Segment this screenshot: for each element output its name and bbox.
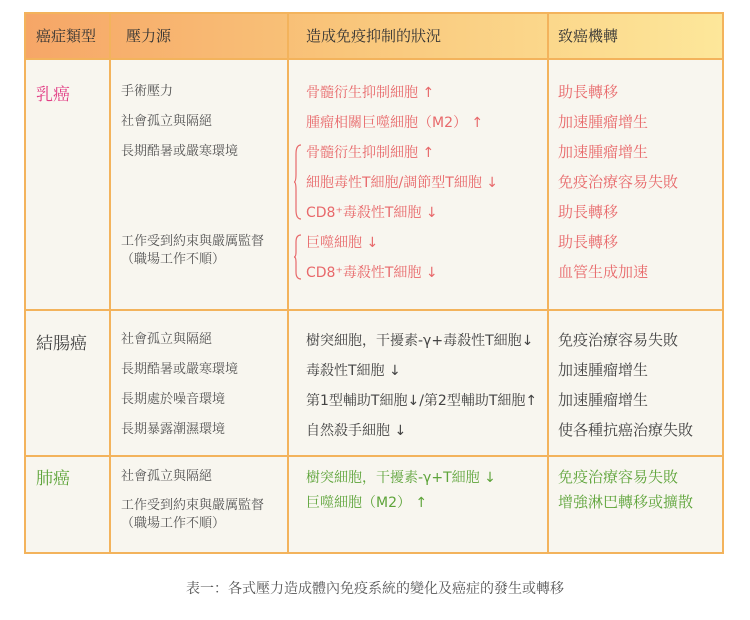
cancer-breast: 乳癌 (36, 85, 70, 105)
mechanism-item: 助長轉移 (558, 83, 619, 101)
stressor-item: 社會孤立與隔絕 (121, 114, 213, 129)
immune-item: 樹突細胞，干擾素-γ+毒殺性T細胞↓ (306, 333, 534, 349)
immune-item: CD8⁺毒殺性T細胞 ↓ (306, 205, 438, 221)
brace-icon (294, 144, 302, 220)
immune-item: 細胞毒性T細胞/調節型T細胞 ↓ (306, 175, 499, 191)
mechanism-item: 使各種抗癌治療失敗 (558, 421, 694, 439)
immune-item: 樹突細胞，干擾素-γ+T細胞 ↓ (306, 470, 496, 486)
immune-item: CD8⁺毒殺性T細胞 ↓ (306, 265, 438, 281)
stressor-item: 社會孤立與隔絕 (121, 469, 213, 484)
header-cancer-type: 癌症類型 (36, 27, 97, 45)
mechanism-item: 加速腫瘤增生 (558, 391, 649, 409)
mechanism-item: 血管生成加速 (558, 263, 649, 281)
stressor-item: 長期酷暑或嚴寒環境 (121, 144, 239, 159)
stressor-item: 社會孤立與隔絕 (121, 332, 213, 347)
mechanism-item: 免疫治療容易失敗 (558, 331, 679, 349)
header-immune-state: 造成免疫抑制的狀況 (306, 27, 442, 45)
stressor-item: （職場工作不順） (121, 516, 226, 531)
immune-item: 毒殺性T細胞 ↓ (306, 363, 401, 379)
mechanism-item: 加速腫瘤增生 (558, 143, 649, 161)
immune-item: 骨髓衍生抑制細胞 ↑ (306, 145, 435, 161)
column-divider (547, 14, 549, 552)
row-divider (26, 455, 722, 457)
stressor-item: 工作受到約束與嚴厲監督 (121, 234, 265, 249)
cancer-colon: 結腸癌 (36, 334, 87, 354)
brace-icon (294, 234, 302, 280)
column-divider (287, 14, 289, 552)
mechanism-item: 加速腫瘤增生 (558, 113, 649, 131)
table-header (26, 14, 722, 60)
mechanism-item: 免疫治療容易失敗 (558, 173, 679, 191)
immune-item: 自然殺手細胞 ↓ (306, 423, 407, 439)
mechanism-item: 加速腫瘤增生 (558, 361, 649, 379)
stressor-item: 長期暴露潮濕環境 (121, 422, 226, 437)
mechanism-item: 助長轉移 (558, 203, 619, 221)
mechanism-item: 助長轉移 (558, 233, 619, 251)
header-stressor: 壓力源 (126, 27, 172, 45)
immune-item: 巨噬細胞（M2） ↑ (306, 495, 428, 511)
mechanism-item: 增強淋巴轉移或擴散 (558, 493, 694, 511)
stressor-item: 長期處於噪音環境 (121, 392, 226, 407)
immune-item: 巨噬細胞 ↓ (306, 235, 379, 251)
header-mechanism: 致癌機轉 (558, 27, 619, 45)
cancer-lung: 肺癌 (36, 469, 70, 489)
row-divider (26, 309, 722, 311)
table-caption: 表一：各式壓力造成體內免疫系統的變化及癌症的發生或轉移 (186, 581, 564, 597)
stressor-item: 工作受到約束與嚴厲監督 (121, 498, 265, 513)
immune-item: 第1型輔助T細胞↓/第2型輔助T細胞↑ (306, 393, 538, 409)
immune-item: 腫瘤相關巨噬細胞（M2） ↑ (306, 115, 484, 131)
stress-immune-table (24, 12, 724, 554)
stressor-item: 長期酷暑或嚴寒環境 (121, 362, 239, 377)
stressor-item: （職場工作不順） (121, 252, 226, 267)
column-divider (109, 14, 111, 552)
stressor-item: 手術壓力 (121, 84, 174, 99)
mechanism-item: 免疫治療容易失敗 (558, 468, 679, 486)
immune-item: 骨髓衍生抑制細胞 ↑ (306, 85, 435, 101)
